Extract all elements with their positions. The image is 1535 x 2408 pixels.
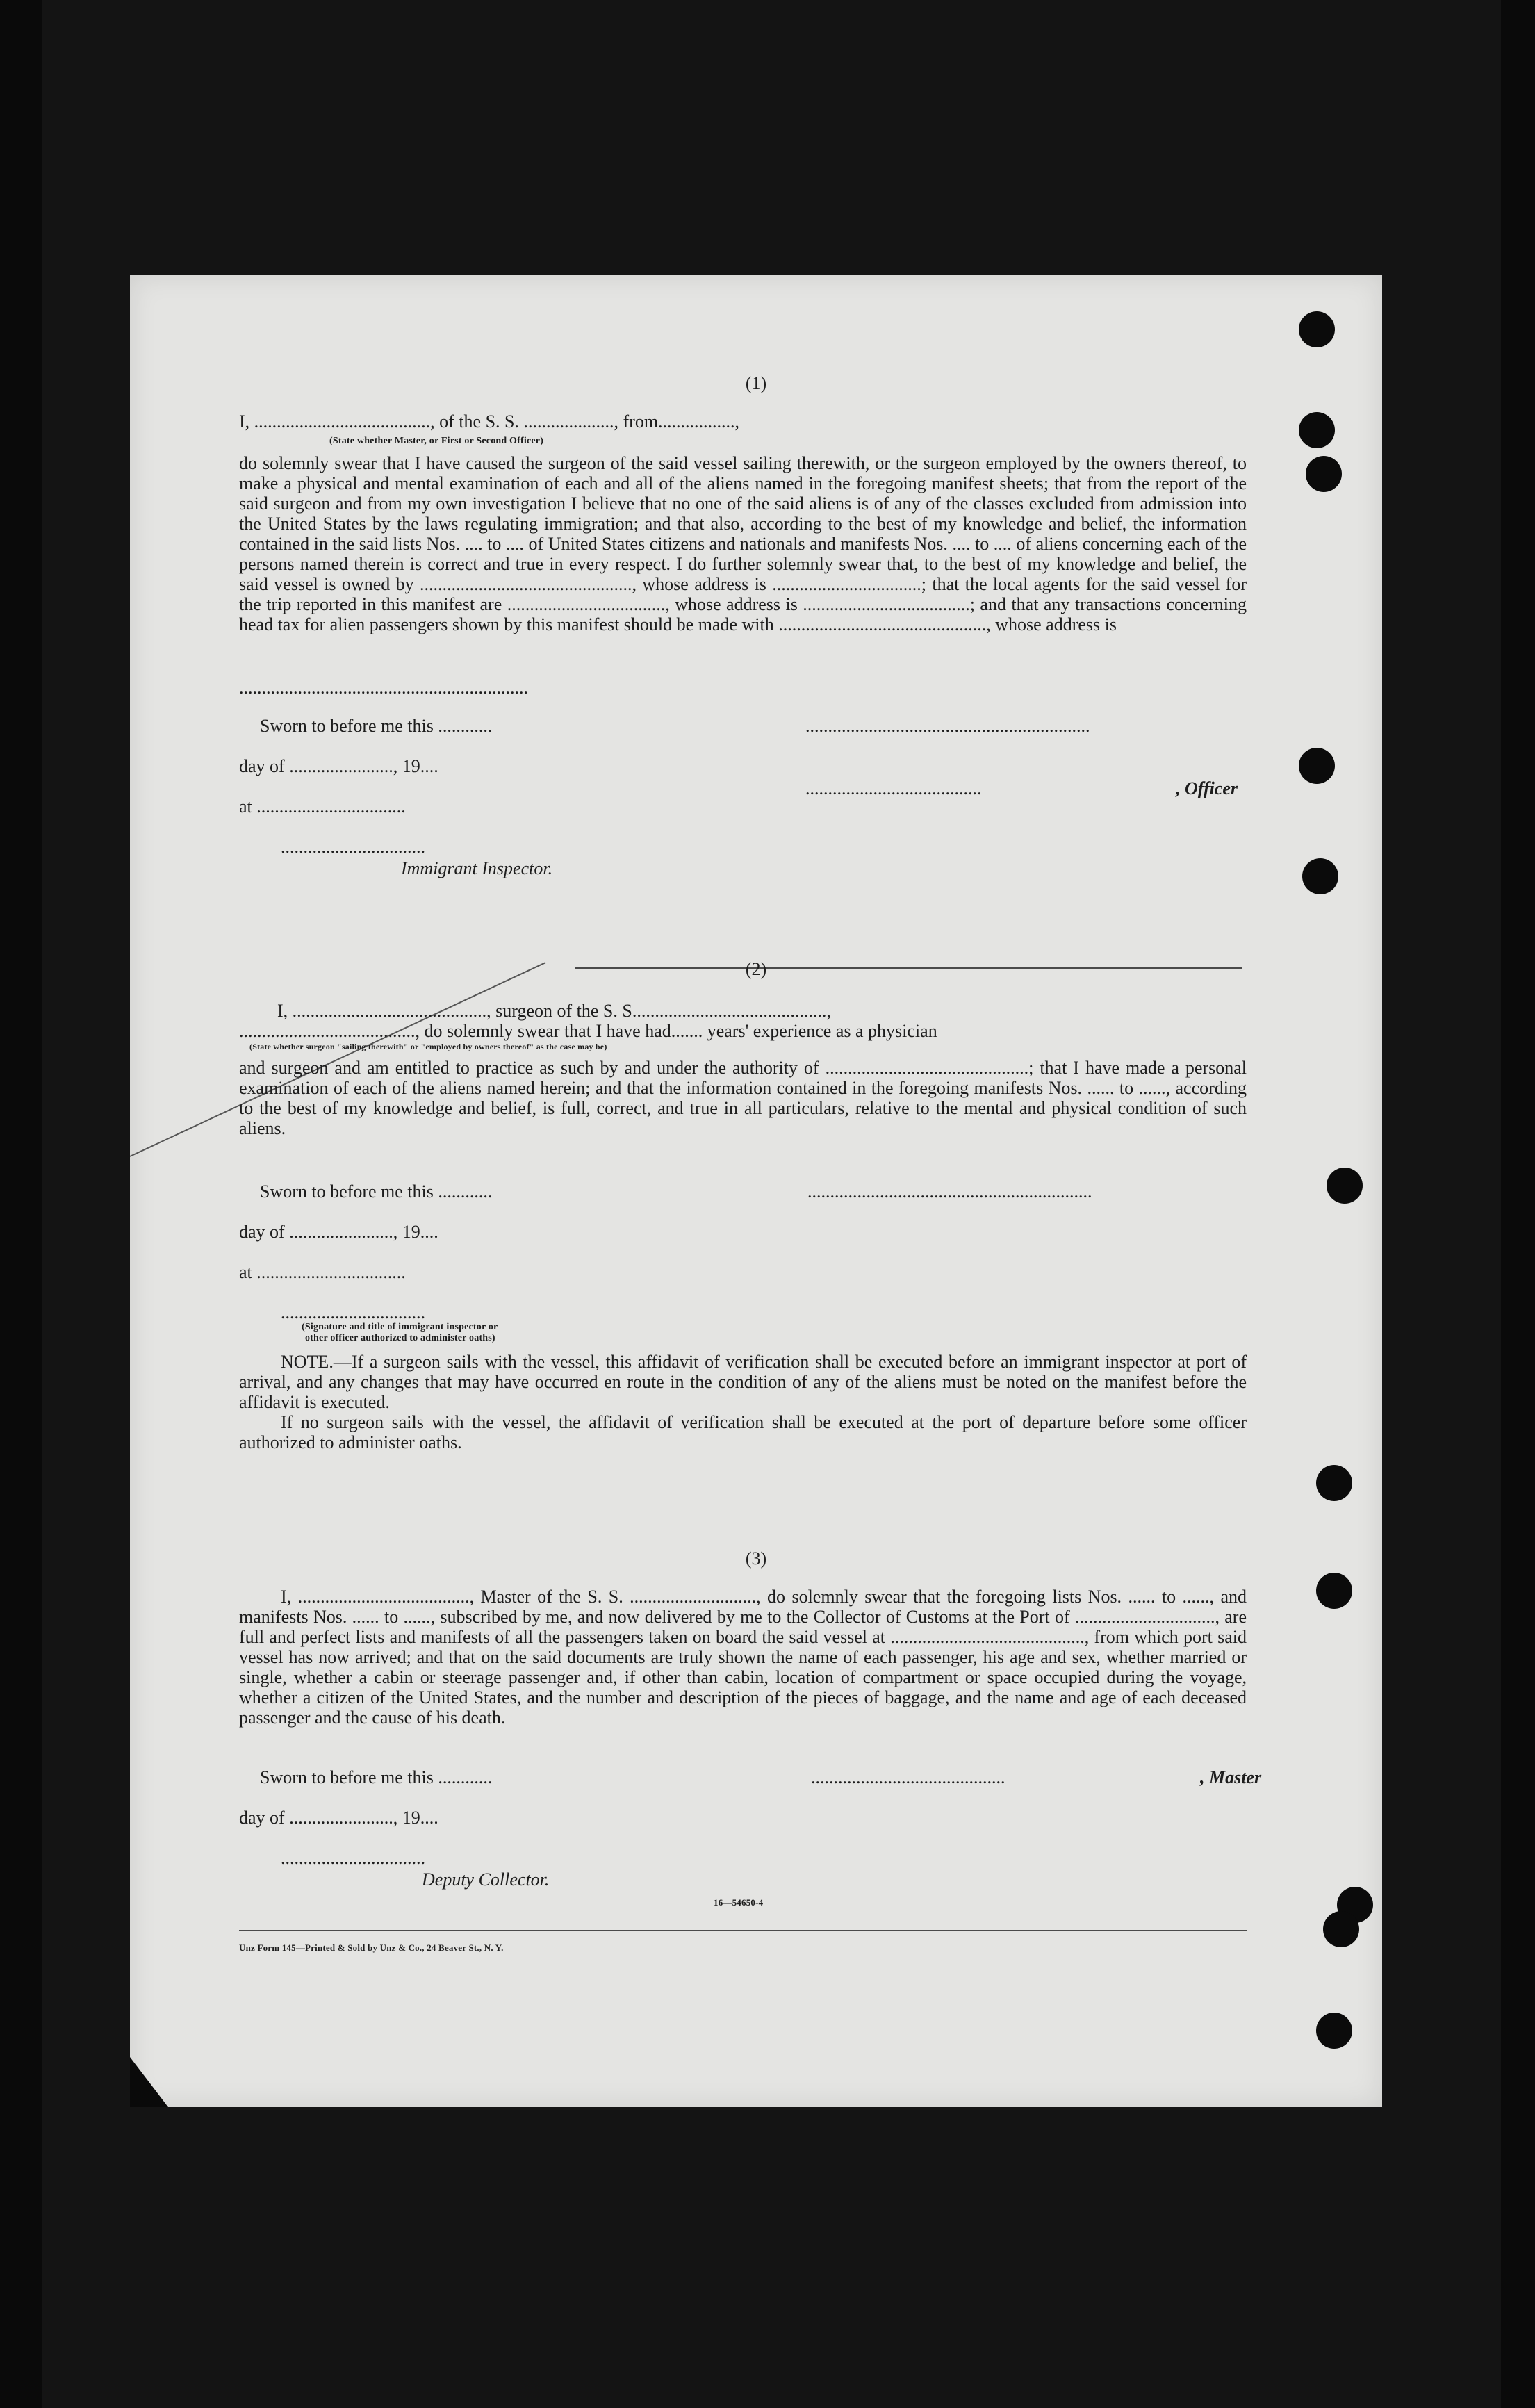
section1-day: day of ......................., 19.... bbox=[239, 756, 438, 776]
punch-hole bbox=[1327, 1168, 1363, 1204]
section1-paragraph bbox=[239, 453, 1247, 634]
section2-sig-caption-1: (Signature and title of immigrant inspector or bbox=[302, 1322, 498, 1332]
section2-heading: (2) bbox=[745, 959, 767, 979]
punch-hole bbox=[1299, 311, 1335, 347]
section1-heading: (1) bbox=[745, 373, 767, 393]
film-border-left bbox=[0, 0, 42, 2408]
film-border-right bbox=[1501, 0, 1535, 2408]
printer-imprint: Unz Form 145—Printed & Sold by Unz & Co., 24 Beaver St., N. Y. bbox=[239, 1942, 504, 1953]
section1-oath-line: I, ......................................., of the S. S. ...................., from................., bbox=[239, 411, 740, 432]
punch-hole bbox=[1316, 2013, 1352, 2049]
section2-oath-line: I, ..........................................., surgeon of the S. S..........................................., bbox=[277, 1001, 831, 1021]
section2-day: day of ......................., 19.... bbox=[239, 1222, 438, 1242]
section3-signature-dots: ................................ bbox=[281, 1848, 425, 1868]
form-number: 16—54650-4 bbox=[714, 1897, 764, 1908]
section2-note-1: NOTE.—If a surgeon sails with the vessel, this affidavit of verification shall be executed before an immigrant inspector at port of arrival, and any changes that may have occurred en route in the condition of any of the aliens must be noted on the manifest before the affidavit is executed. bbox=[239, 1352, 1247, 1412]
section3-master-dots: ........................................... bbox=[811, 1767, 1005, 1787]
punch-hole bbox=[1323, 1911, 1359, 1947]
section2-signature-dots: ................................ bbox=[281, 1302, 425, 1322]
section3-collector-title: Deputy Collector. bbox=[422, 1869, 550, 1890]
section1-caption: (State whether Master, or First or Second Officer) bbox=[329, 436, 544, 446]
section3-sworn: Sworn to before me this ............ bbox=[260, 1767, 493, 1787]
section2-note-2: If no surgeon sails with the vessel, the affidavit of verification shall be executed at the port of departure before some officer authorized to administer oaths. bbox=[239, 1412, 1247, 1452]
section2-sig-caption-2: other officer authorized to administer oaths) bbox=[305, 1333, 495, 1343]
punch-hole bbox=[1316, 1465, 1352, 1501]
section3-master-title: , Master bbox=[1200, 1767, 1262, 1787]
section1-officer-title: , Officer bbox=[1176, 778, 1238, 798]
section1-dots-line: ................................................................ bbox=[239, 678, 528, 698]
section2-at: at ................................. bbox=[239, 1262, 406, 1282]
punch-hole bbox=[1306, 456, 1342, 492]
section3-paragraph-text: I, ......................................, Master of the S. S. ............................, do solemnly swear that the foregoing lists Nos. ...... to ......, and manifests Nos. ...... to ......, subscribed by me, and now delivered by me to the Collector of Customs at the Port of ..............................., are full and perfect lists and manifests of all the passengers taken on board the said vessel at ..........................................., from which port said vessel has now arrived; and that on the said documents are truly shown the name of each passenger, his age and sex, whether married or single, whether a cabin or steerage passenger and, if other than cabin, location of compartment or space occupied during the voyage, whether a citizen of the United States, and the number and description of the pieces of baggage, and the name and age of each deceased passenger and the cause of his death. bbox=[239, 1587, 1247, 1728]
section1-officer-dots-top: ............................................................... bbox=[805, 716, 1090, 736]
punch-hole bbox=[1316, 1573, 1352, 1609]
section3-day: day of ......................., 19.... bbox=[239, 1808, 438, 1828]
punch-hole bbox=[1299, 412, 1335, 448]
section2-sworn: Sworn to before me this ............ bbox=[260, 1181, 493, 1202]
punch-hole bbox=[1302, 858, 1338, 894]
section2-right-dots: ............................................................... bbox=[807, 1181, 1092, 1202]
section3-paragraph bbox=[239, 1587, 1247, 1728]
punch-hole bbox=[1299, 748, 1335, 784]
section1-signature-dots: ................................ bbox=[281, 837, 425, 857]
section3-heading: (3) bbox=[745, 1548, 767, 1569]
section1-paragraph-text: do solemnly swear that I have caused the surgeon of the said vessel sailing therewith, or the surgeon employed by the owners thereof, to make a physical and mental examination of each and all of the aliens named in the foregoing manifest sheets; that from the report of the said surgeon and from my own investigation I believe that no one of the said aliens is of any of the classes excluded from admission into the United States by the laws regulating immigration; and that also, according to the best of my knowledge and belief, the information contained in the said lists Nos. .... to .... of United States citizens and nationals and manifests Nos. .... to .... of aliens concerning each of the persons named therein is correct and true in every respect. I do further solemnly swear that, to the best of my knowledge and belief, the said vessel is owned by ..............................................., whose address is .................................; that the local agents for the said vessel for the trip reported in this manifest are ..................................., whose address is .....................................; and that any transactions concerning head tax for alien passengers shown by this manifest should be made with .............................................., whose address is bbox=[239, 453, 1247, 634]
document-sheet bbox=[130, 275, 1382, 2107]
section2-experience-line: ......................................., do solemnly swear that I have had....... years' experience as a physician bbox=[239, 1021, 937, 1041]
section1-officer-dots: ....................................... bbox=[805, 778, 982, 798]
section1-sworn: Sworn to before me this ............ bbox=[260, 716, 493, 736]
footer-rule bbox=[239, 1930, 1247, 1931]
section1-inspector-title: Immigrant Inspector. bbox=[401, 858, 553, 878]
section2-paragraph-text: and surgeon and am entitled to practice as such by and under the authority of .............................................; that I have made a personal examination of each of the aliens named herein; and that the information contained in the foregoing manifests Nos. ...... to ......, according to the best of my knowledge and belief, is full, correct, and true in all particulars, relative to the mental and physical condition of such aliens. bbox=[239, 1058, 1247, 1138]
section2-caption: (State whether surgeon "sailing therewith" or "employed by owners thereof" as the case may be) bbox=[249, 1042, 607, 1051]
section2-note bbox=[239, 1352, 1247, 1452]
section2-paragraph bbox=[239, 1058, 1247, 1138]
section1-at: at ................................. bbox=[239, 796, 406, 817]
